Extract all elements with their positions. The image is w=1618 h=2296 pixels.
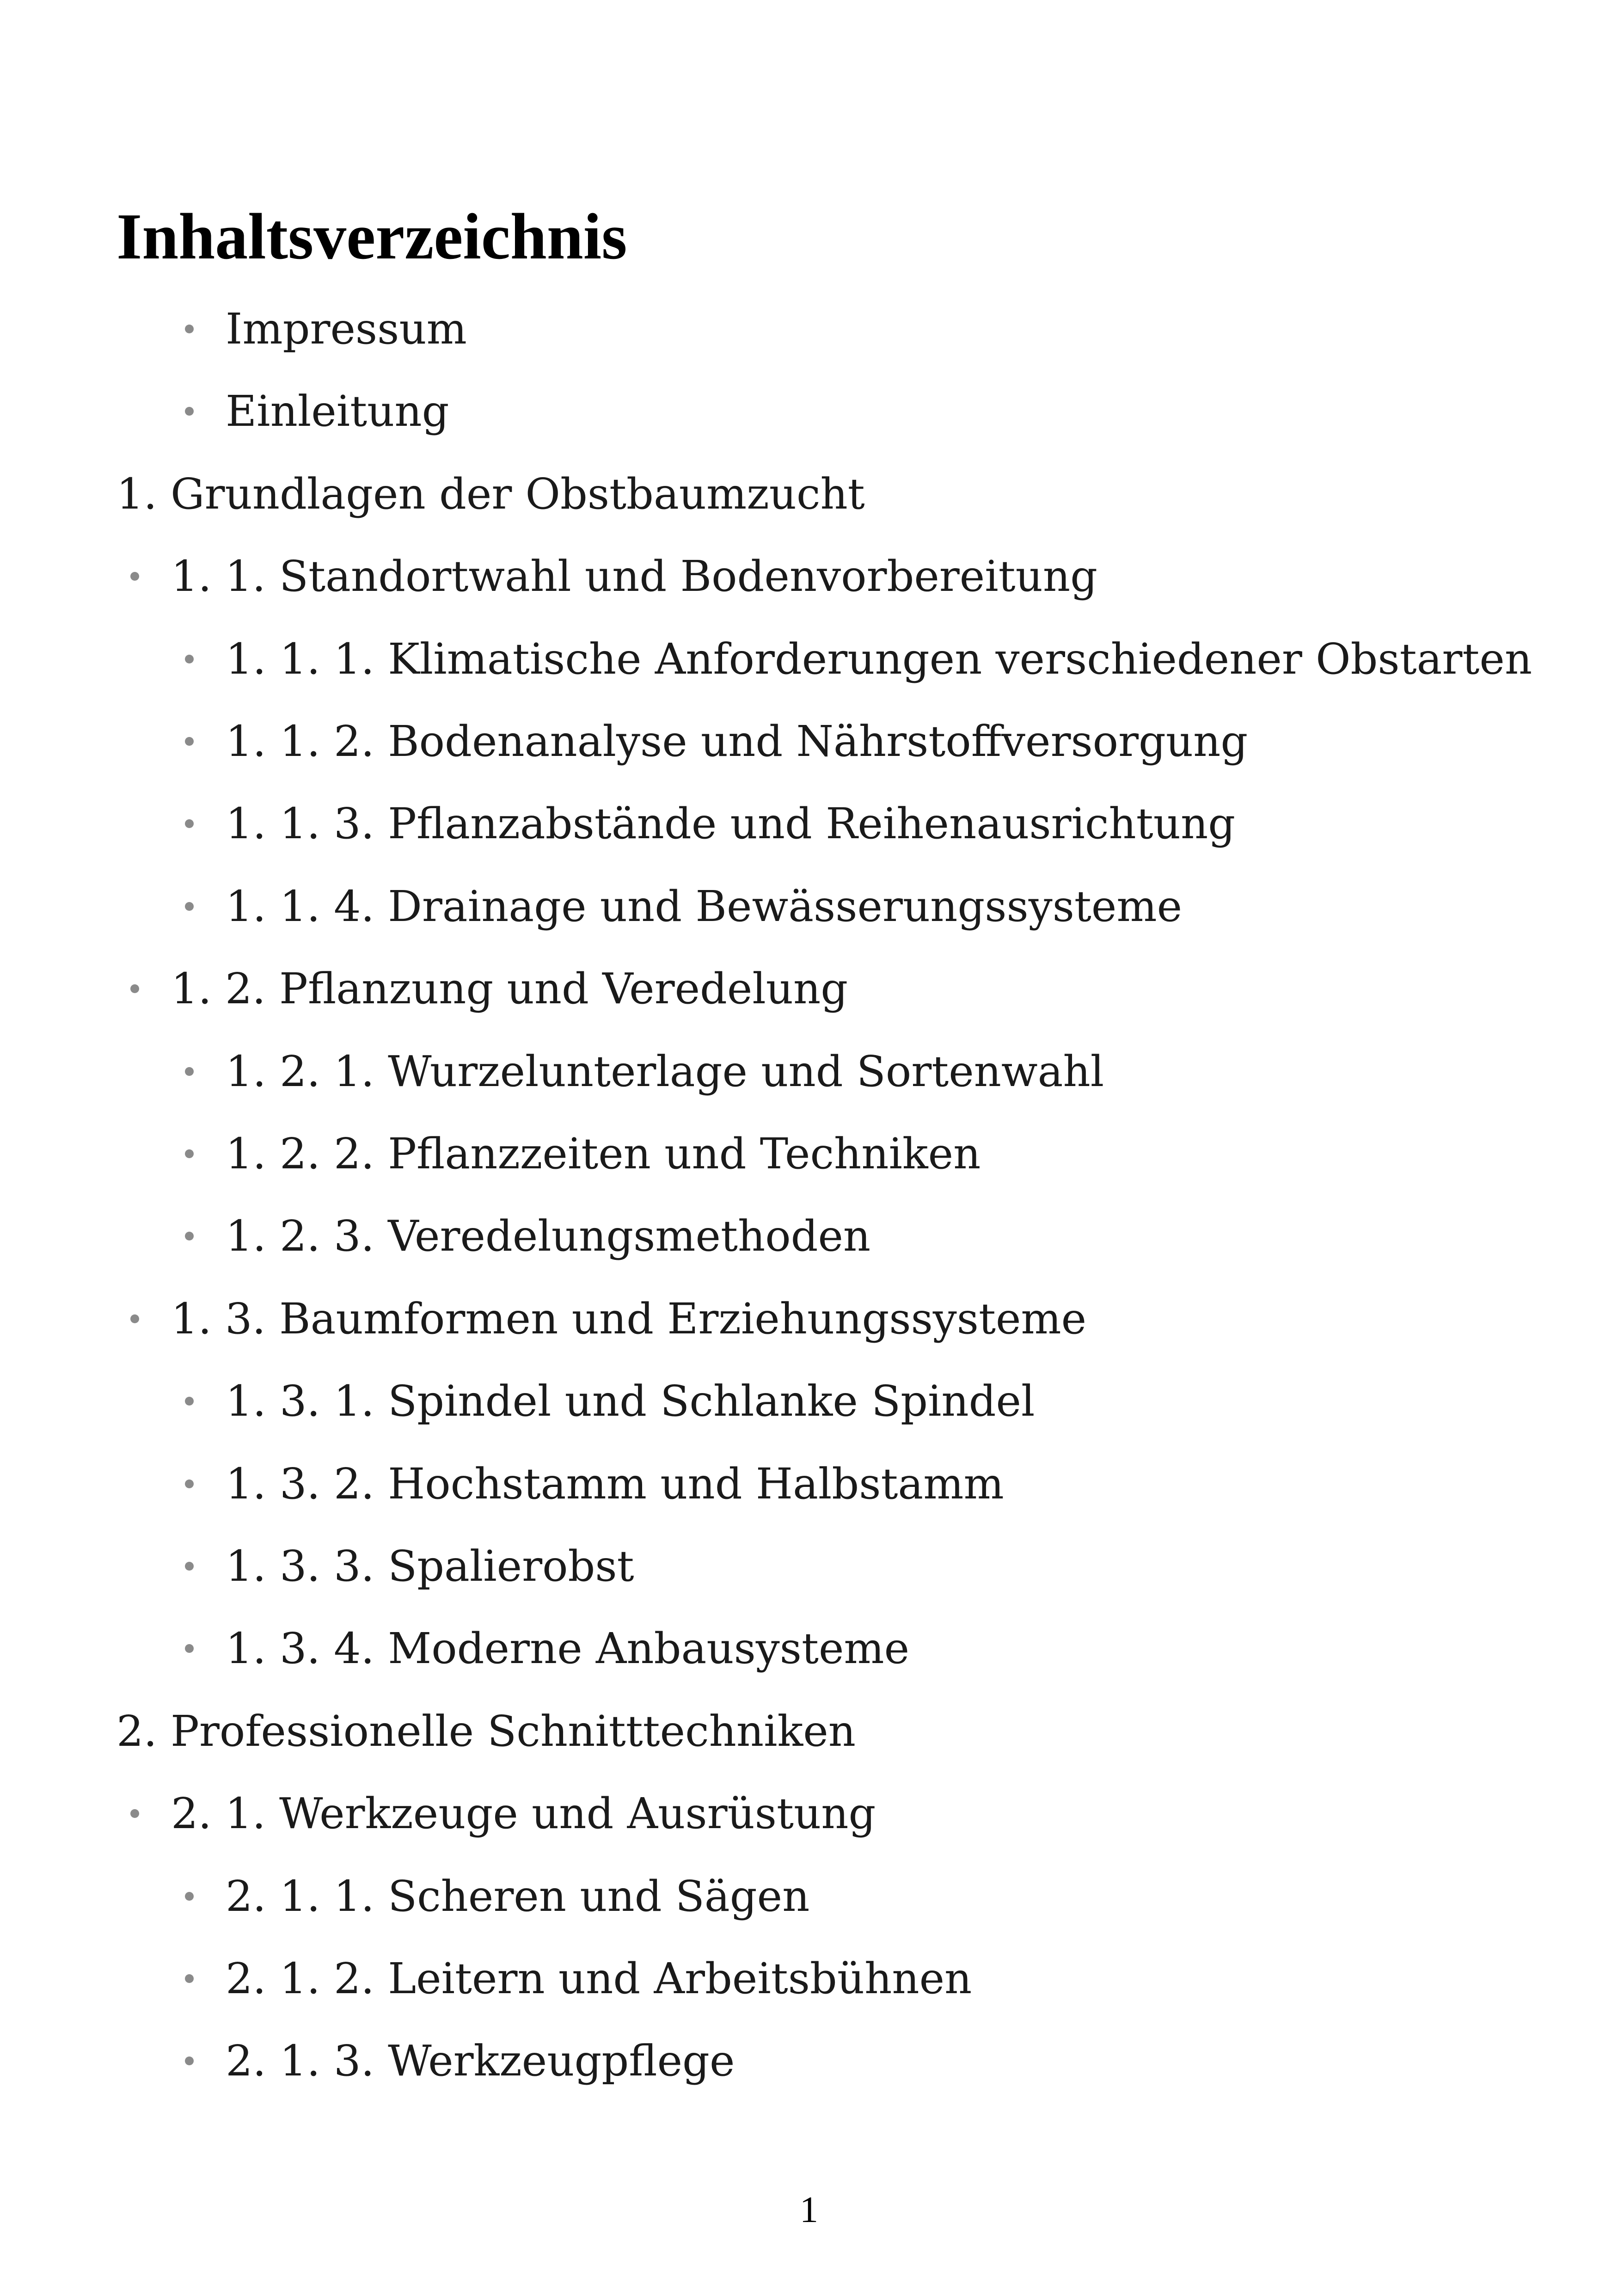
toc-entry-label: 1. 3. Baumformen und Erziehungssysteme bbox=[171, 1294, 1087, 1344]
bullet-icon bbox=[185, 325, 194, 333]
bullet-icon bbox=[185, 737, 194, 746]
toc-entry[interactable] bbox=[116, 1707, 856, 1756]
toc-entry[interactable] bbox=[116, 469, 865, 519]
toc-entry[interactable] bbox=[226, 1624, 910, 1673]
toc-entry-label: 1. 2. 3. Veredelungsmethoden bbox=[226, 1211, 871, 1261]
toc-entry[interactable] bbox=[226, 634, 1532, 684]
toc-entry-label: 1. 1. 4. Drainage und Bewässerungssysteme bbox=[226, 882, 1183, 931]
toc-entry[interactable] bbox=[171, 1789, 876, 1838]
toc-entry-label: 2. Professionelle Schnitttechniken bbox=[116, 1707, 856, 1756]
bullet-icon bbox=[185, 1397, 194, 1406]
toc-entry[interactable] bbox=[226, 882, 1183, 931]
bullet-icon bbox=[185, 1232, 194, 1240]
bullet-icon bbox=[185, 1562, 194, 1571]
toc-entry[interactable] bbox=[226, 1047, 1104, 1096]
toc-entry-label: 1. 1. Standortwahl und Bodenvorbereitung bbox=[171, 552, 1098, 601]
toc-entry-label: 1. Grundlagen der Obstbaumzucht bbox=[116, 469, 865, 519]
toc-entry[interactable] bbox=[226, 1872, 810, 1921]
toc-entry-label: 1. 3. 1. Spindel und Schlanke Spindel bbox=[226, 1376, 1035, 1426]
toc-entry[interactable] bbox=[226, 1376, 1035, 1426]
toc-entry[interactable] bbox=[226, 1211, 871, 1261]
bullet-icon bbox=[185, 1067, 194, 1076]
toc-entry[interactable] bbox=[226, 2036, 735, 2086]
bullet-icon bbox=[130, 1809, 139, 1818]
bullet-icon bbox=[185, 902, 194, 911]
bullet-icon bbox=[185, 1892, 194, 1901]
toc-entry-label: 1. 1. 2. Bodenanalyse und Nährstoffversorgung bbox=[226, 717, 1248, 766]
toc-entry-label: 1. 1. 1. Klimatische Anforderungen verschiedener Obstarten bbox=[226, 634, 1532, 684]
bullet-icon bbox=[185, 1974, 194, 1983]
toc-entry[interactable] bbox=[226, 1129, 981, 1179]
toc-entry-label: Impressum bbox=[226, 304, 467, 354]
toc-entry[interactable] bbox=[171, 964, 848, 1013]
toc-entry-label: Einleitung bbox=[226, 387, 449, 436]
toc-entry-label: 2. 1. 3. Werkzeugpflege bbox=[226, 2036, 735, 2086]
toc-entry-label: 1. 2. 2. Pflanzzeiten und Techniken bbox=[226, 1129, 981, 1179]
toc-entry-label: 2. 1. 2. Leitern und Arbeitsbühnen bbox=[226, 1954, 972, 2003]
toc-entry[interactable] bbox=[226, 1459, 1004, 1509]
toc-entry-label: 1. 3. 3. Spalierobst bbox=[226, 1541, 634, 1591]
toc-entry[interactable] bbox=[171, 552, 1098, 601]
toc-entry-label: 1. 2. Pflanzung und Veredelung bbox=[171, 964, 848, 1013]
bullet-icon bbox=[130, 984, 139, 993]
bullet-icon bbox=[185, 819, 194, 828]
toc-entry[interactable] bbox=[226, 1954, 972, 2003]
bullet-icon bbox=[185, 655, 194, 663]
bullet-icon bbox=[185, 407, 194, 416]
toc-entry[interactable] bbox=[226, 304, 467, 354]
bullet-icon bbox=[185, 1480, 194, 1488]
page-number: 1 bbox=[800, 2190, 818, 2230]
bullet-icon bbox=[130, 1314, 139, 1323]
toc-entry[interactable] bbox=[226, 1541, 634, 1591]
toc-entry-label: 2. 1. 1. Scheren und Sägen bbox=[226, 1872, 810, 1921]
toc-entry[interactable] bbox=[226, 799, 1236, 848]
toc-entry[interactable] bbox=[226, 717, 1248, 766]
toc-entry-label: 1. 1. 3. Pflanzabstände und Reihenausrichtung bbox=[226, 799, 1236, 848]
page-title: Inhaltsverzeichnis bbox=[116, 200, 627, 273]
bullet-icon bbox=[185, 1644, 194, 1653]
toc-entry-label: 2. 1. Werkzeuge und Ausrüstung bbox=[171, 1789, 876, 1838]
toc-entry-label: 1. 3. 2. Hochstamm und Halbstamm bbox=[226, 1459, 1004, 1509]
toc-entry-label: 1. 3. 4. Moderne Anbausysteme bbox=[226, 1624, 910, 1673]
bullet-icon bbox=[185, 1149, 194, 1158]
bullet-icon bbox=[185, 2057, 194, 2065]
toc-entry[interactable] bbox=[171, 1294, 1087, 1344]
toc-entry-label: 1. 2. 1. Wurzelunterlage und Sortenwahl bbox=[226, 1047, 1104, 1096]
bullet-icon bbox=[130, 572, 139, 581]
toc-entry[interactable] bbox=[226, 387, 449, 436]
